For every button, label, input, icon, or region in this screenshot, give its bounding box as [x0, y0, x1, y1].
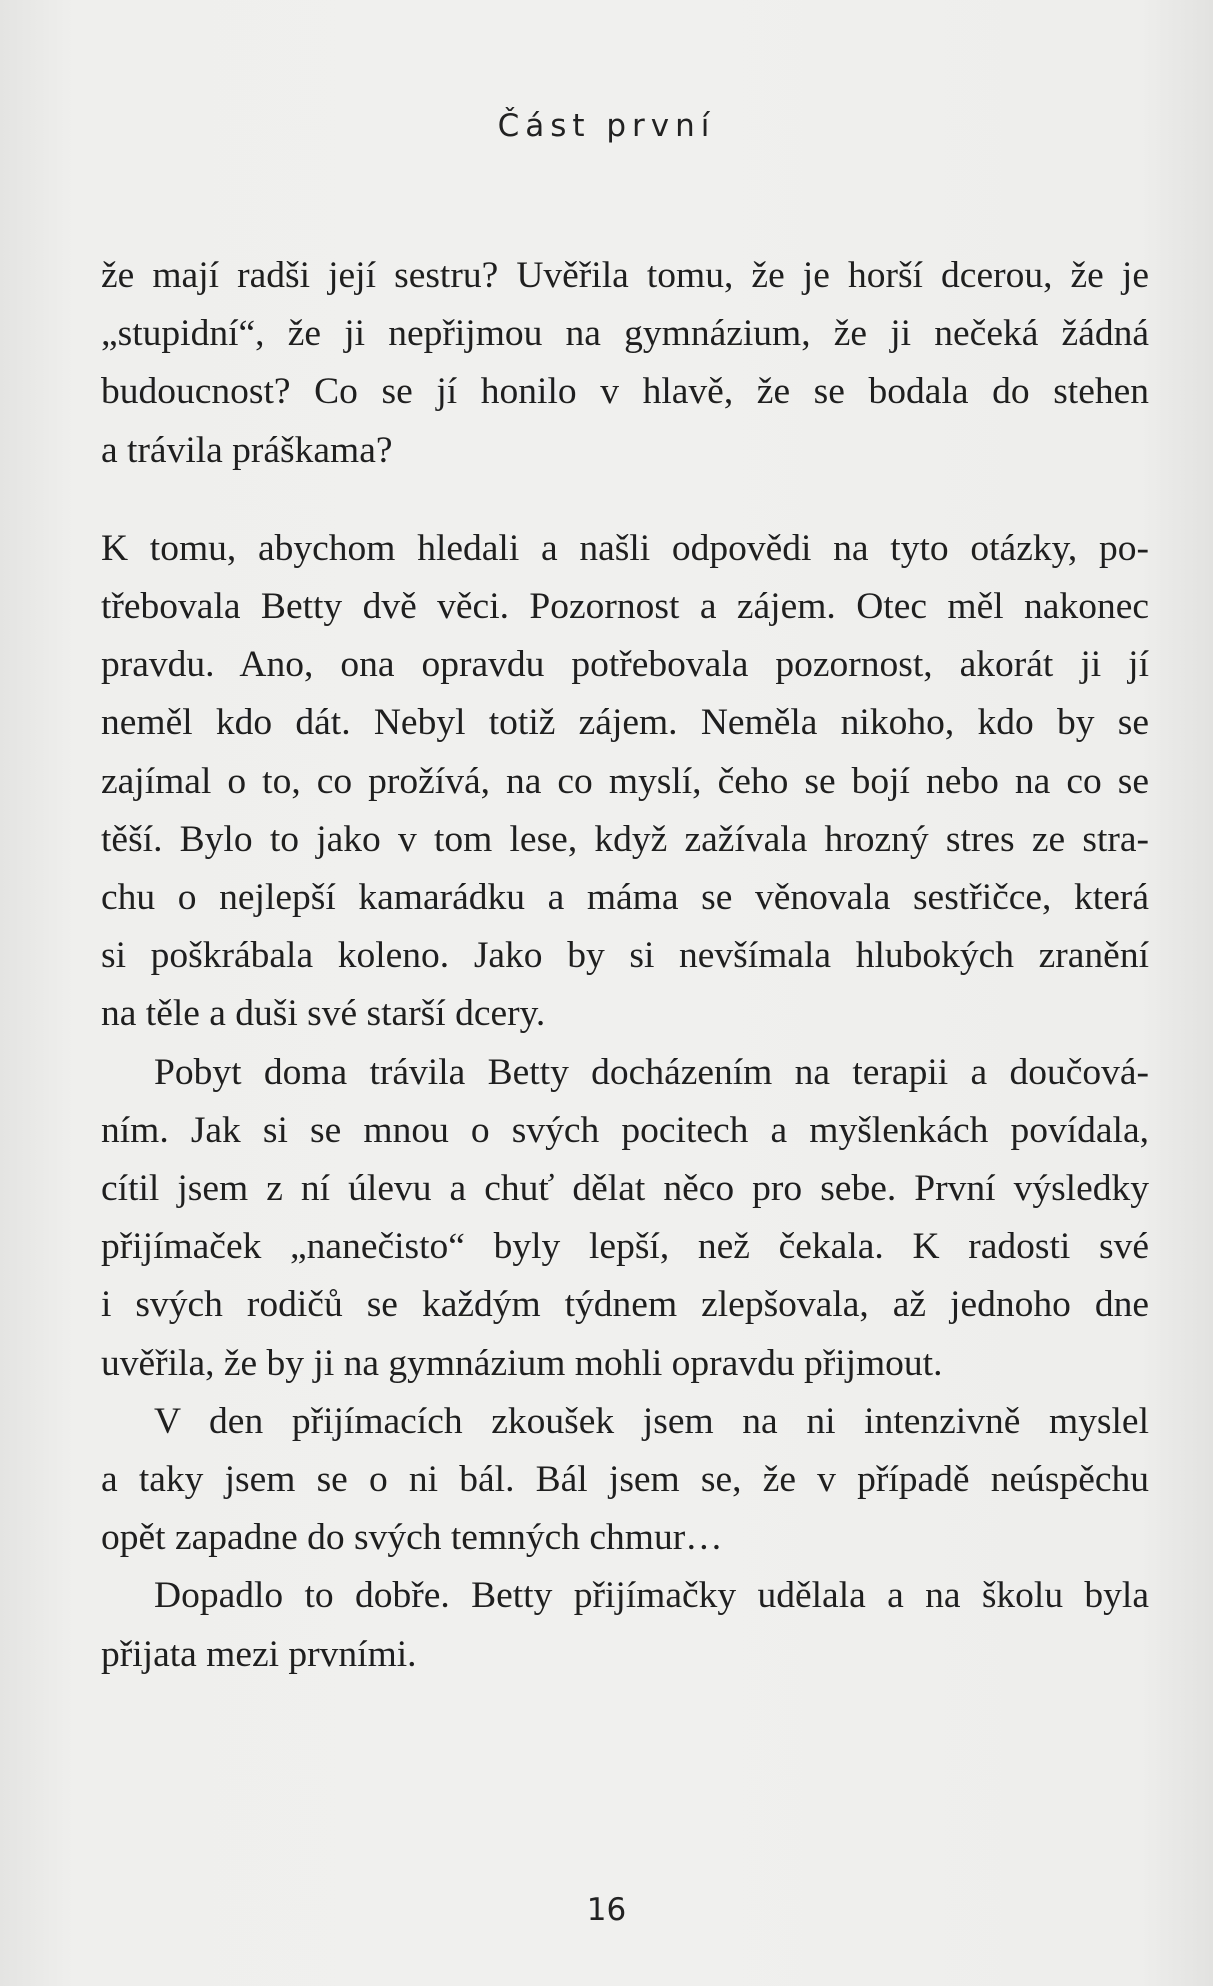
page-number: 16 [586, 1892, 627, 1928]
text-line: opět zapadne do svých temných chmur… [101, 1517, 723, 1559]
text-line: K tomu, abychom hledali a našli odpovědi na tyto otázky, po- [101, 527, 1149, 569]
text-line: chu o nejlepší kamarádku a máma se věnovala sestřičce, která [101, 877, 1149, 919]
text-line: ním. Jak si se mnou o svých pocitech a myšlenkách povídala, [101, 1109, 1149, 1151]
text-line: na těle a duši své starší dcery. [101, 993, 546, 1035]
text-line: a taky jsem se o ni bál. Bál jsem se, že v případě neúspěchu [101, 1459, 1149, 1501]
paragraph-3 [101, 1044, 1149, 1393]
paragraph-4 [101, 1393, 1149, 1568]
text-line: přijata mezi prvními. [101, 1633, 417, 1675]
text-line: neměl kdo dát. Nebyl totiž zájem. Neměla nikoho, kdo by se [101, 702, 1149, 744]
text-line: přijímaček „nanečisto“ byly lepší, než čekala. K radosti své [101, 1226, 1149, 1268]
text-line: „stupidní“, že ji nepřijmou na gymnázium, že ji nečeká žádná [101, 313, 1149, 355]
text-line: a trávila práškama? [101, 429, 393, 471]
text-line: si poškrábala koleno. Jako by si nevšímala hlubokých zranění [101, 935, 1149, 977]
text-line: i svých rodičů se každým týdnem zlepšovala, až jednoho dne [101, 1284, 1149, 1326]
paragraph-gap [101, 480, 1149, 520]
paragraph-5 [101, 1567, 1149, 1683]
body-text [101, 247, 1149, 1684]
text-line: V den přijímacích zkoušek jsem na ni intenzivně myslel [154, 1400, 1149, 1442]
text-line: pravdu. Ano, ona opravdu potřebovala pozornost, akorát ji jí [101, 644, 1149, 686]
running-head: Část první [497, 108, 716, 144]
text-line: těší. Bylo to jako v tom lese, když zažívala hrozný stres ze stra- [101, 818, 1149, 860]
paragraph-1 [101, 247, 1149, 480]
text-line: že mají radši její sestru? Uvěřila tomu, že je horší dcerou, že je [101, 255, 1149, 296]
text-line: uvěřila, že by ji na gymnázium mohli opravdu přijmout. [101, 1342, 943, 1384]
paragraph-2 [101, 520, 1149, 1044]
text-line: Pobyt doma trávila Betty docházením na terapii a doučová- [154, 1051, 1149, 1093]
text-line: třebovala Betty dvě věci. Pozornost a zájem. Otec měl nakonec [101, 586, 1149, 628]
text-line: zajímal o to, co prožívá, na co myslí, čeho se bojí nebo na co se [101, 760, 1149, 802]
text-line: cítil jsem z ní úlevu a chuť dělat něco pro sebe. První výsledky [101, 1168, 1149, 1210]
text-line: Dopadlo to dobře. Betty přijímačky udělala a na školu byla [154, 1575, 1149, 1617]
text-line: budoucnost? Co se jí honilo v hlavě, že se bodala do stehen [101, 371, 1149, 413]
